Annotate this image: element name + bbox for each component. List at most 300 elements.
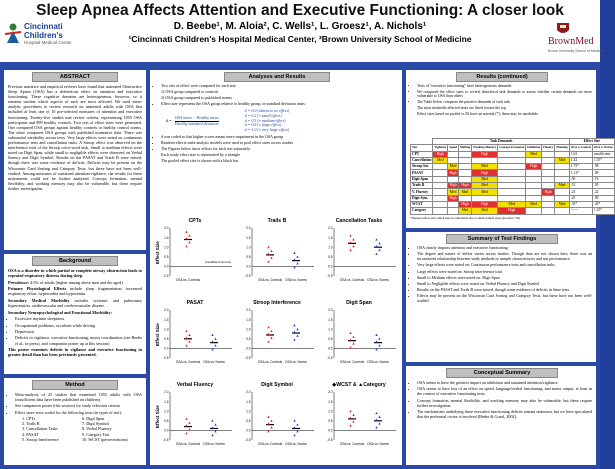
study-effect-marker [185, 432, 187, 434]
y-tick-label: 1.5 [328, 235, 333, 240]
table-effect-control: .35* [569, 201, 592, 207]
scale-item: d = 0.5 (≈ medium effect) [244, 117, 286, 123]
x-category-label: OSA vs. Norms [367, 442, 389, 446]
study-effect-marker [267, 260, 269, 262]
table-demand-cell: Med [555, 157, 570, 163]
table-effect-norms: .09 [592, 195, 614, 201]
y-tick-label: 2.0 [246, 226, 251, 231]
table-effect-control: 1.75* [569, 164, 592, 170]
table-col-header: Inhibition [527, 145, 541, 150]
table-demand-cell: Med [458, 189, 471, 195]
y-tick-label: 0.5 [164, 255, 169, 259]
table-effect-control: .50 [569, 176, 592, 182]
table-test-name: Cancellation [412, 158, 432, 163]
study-effect-marker [293, 252, 295, 254]
y-tick-label: 2.0 [164, 308, 169, 313]
table-effect-norms: .05 [592, 183, 614, 189]
table-col-header: Planning [556, 145, 568, 150]
study-effect-marker [185, 424, 187, 426]
results-bullet: • The Table below compares the putative demands of each task [417, 100, 592, 105]
study-effect-marker [267, 340, 269, 342]
prevalence-text: 4-5% of adults (higher among obese men and the aged) [29, 279, 123, 285]
effect-size-chart [318, 300, 400, 376]
table-footnote: *Denotes effect size which may be unreliable due to small sample sizes (pooled n<50) [410, 215, 521, 220]
summary-item: • Results on the PASAT and Trails B were mixed, though some evidence of deficits in these tests. [417, 288, 592, 293]
table-effect-control: ------ [569, 208, 592, 214]
formula-numerator: OSA mean − Healthy mean [174, 114, 219, 120]
x-category-label: OSA vs. Norms [285, 360, 307, 364]
table-demand-cell: High [472, 151, 498, 157]
y-tick-label: 1.5 [164, 235, 169, 240]
study-effect-marker [188, 234, 190, 236]
background-heading: Background [32, 256, 118, 266]
table-effect-control: .51 [569, 183, 592, 189]
study-effect-marker [267, 416, 269, 418]
chart-svg [318, 218, 400, 294]
chart-svg [318, 382, 400, 458]
x-category-label: OSA vs. Controls [339, 278, 365, 282]
y-tick-label: 1.5 [246, 235, 251, 240]
study-effect-marker [296, 423, 298, 425]
y-tick-label: 1.0 [164, 245, 169, 250]
x-category-label: OSA vs. Controls [339, 442, 365, 446]
study-effect-marker [349, 241, 351, 243]
y-tick-label: 1.0 [328, 327, 333, 332]
table-test-name: Trails B [411, 183, 433, 189]
table-demand-cell: High [472, 170, 498, 176]
x-category-label: OSA vs. Controls [175, 278, 201, 282]
table-demand-cell: Med [472, 183, 498, 189]
method-item: • See companion poster (this session) for study selection criteria [15, 403, 142, 408]
table-demand-cell [448, 208, 459, 214]
analyses-heading: Analyses and Results [224, 72, 330, 82]
chart-title: Trails B [267, 218, 287, 224]
brown-crest-icon [556, 22, 570, 36]
study-effect-marker [270, 426, 272, 428]
table-col-header: Concept Formation [499, 145, 525, 150]
y-tick-label: 2.0 [164, 226, 169, 231]
task-demands-table-wrap [410, 138, 615, 220]
table-demand-cell: Med [498, 201, 526, 207]
y-tick-label: 2.0 [328, 308, 333, 313]
y-tick-label: 0.0 [246, 264, 251, 269]
summary-item: • Very large effects were noted on: Continuous performance tests and cancellation tasks [417, 263, 592, 268]
table-effect-norms: 1.55* [592, 157, 614, 163]
study-effect-marker [293, 420, 295, 422]
table-demand-cell: High [449, 195, 457, 200]
table-effect-norms: .09 [592, 170, 614, 176]
study-effect-marker [214, 338, 216, 340]
test-item: 4. PASAT [22, 431, 39, 437]
analysis-note: • d was coded so that higher scores meant more impairment in the OSA group [161, 135, 398, 140]
y-tick-label: 2.0 [246, 308, 251, 313]
study-effect-marker [352, 342, 354, 344]
chart-title: Digit Span [346, 300, 372, 306]
table-demand-cell: Med [433, 157, 448, 163]
table-effect-control: .25 [569, 195, 592, 201]
study-effect-marker [296, 328, 298, 330]
study-effect-marker [352, 336, 354, 338]
chart-svg [154, 218, 236, 294]
y-tick-label: 0.5 [328, 255, 333, 259]
chart-svg [236, 300, 318, 376]
study-effect-marker [349, 410, 351, 412]
table-effect-norms: .43* [592, 201, 614, 207]
y-tick-label: 0.5 [328, 337, 333, 341]
table-demand-cell: Med [472, 164, 498, 170]
study-effect-marker [185, 245, 187, 247]
study-effect-marker [185, 418, 187, 420]
study-effect-marker [267, 246, 269, 248]
secondary-label: Secondary Medical Morbidity [8, 297, 70, 303]
study-effect-marker [296, 262, 298, 264]
x-category-label: OSA vs. Norms [367, 278, 389, 282]
study-effect-marker [352, 238, 354, 240]
study-effect-marker [188, 421, 190, 423]
table-col-header: Fluency [543, 145, 554, 150]
y-tick-label: 0.5 [328, 419, 333, 423]
chart-title: ◆WCST & ▲Category [332, 382, 386, 388]
chart-title: CPTs [188, 218, 202, 224]
summary-panel [406, 232, 596, 362]
neuro-label: Secondary Neuropsychological and Functional Morbidity: [8, 309, 112, 315]
y-axis-label: Effect Size [155, 241, 160, 264]
chart-note: (Insufficient Norms) [205, 260, 231, 264]
x-category-label: OSA vs. Norms [285, 442, 307, 446]
x-category-label: OSA vs. Controls [257, 442, 283, 446]
study-effect-marker [214, 344, 216, 346]
effect-size-chart [236, 300, 318, 376]
study-effect-marker [270, 337, 272, 339]
study-effect-marker [349, 234, 351, 236]
study-effect-marker [185, 330, 187, 332]
summary-item: • Small to Medium effects were noted on: Digit Span [417, 276, 592, 281]
formula-denominator: Healthy standard deviation [174, 120, 219, 126]
y-tick-label: 0.5 [246, 337, 251, 341]
study-effect-marker [378, 416, 380, 418]
primary-label: Primary Physiological Effects [8, 286, 67, 292]
study-effect-marker [293, 426, 295, 428]
table-col-header: Speed [449, 145, 457, 150]
table-col-header: Working Memory [473, 145, 497, 150]
table-effect-norms: insufficient [592, 151, 614, 157]
chart-svg [154, 382, 236, 458]
study-effect-marker [211, 334, 213, 336]
analysis-note: • Random-effects meta-analytic models were used to pool effect sizes across studies [161, 141, 398, 146]
brownmed-logo [548, 22, 605, 58]
y-tick-label: 0.0 [246, 346, 251, 351]
y-tick-label: 1.5 [164, 399, 169, 404]
summary-heading: Summary of Test Findings [446, 234, 558, 244]
effect-size-chart [236, 382, 318, 458]
table-demand-cell: High [526, 164, 542, 170]
study-effect-marker [296, 335, 298, 337]
background-lead: OSA is a disorder in which partial or complete airway obstruction leads to repeated respiratory distress during sleep. [8, 268, 142, 279]
background-panel [4, 254, 146, 374]
primary-text: include sleep fragmentation, increased respiratory effort, hypercarbia and hypoxemia. [8, 286, 143, 297]
table-row [411, 208, 615, 214]
analyses-panel [150, 70, 402, 465]
table-test-name: V. Fluency [411, 189, 433, 195]
study-effect-marker [375, 253, 377, 255]
conceptual-item: • OSA seems to have the greatest impact on inhibition and sustained attention/vigilance [417, 380, 592, 385]
table-head-effect: Effect Size [569, 139, 614, 145]
table-col-header: Vigilance [434, 145, 447, 150]
y-tick-label: 0.5 [164, 337, 169, 341]
logo-left-line1: Cincinnati [24, 22, 63, 31]
y-tick-label: 0.5 [164, 419, 169, 423]
table-effect-control: 1.13* [569, 170, 592, 176]
analysis-bullet: • Effect size represents the OSA group relative to healthy group, in standard deviation units: [161, 102, 398, 107]
study-effect-marker [378, 242, 380, 244]
logo-left-line2: Children's [24, 31, 63, 40]
table-demand-cell: Med [555, 183, 570, 189]
test-list [8, 416, 142, 441]
table-demand-cell: High [498, 208, 526, 214]
table-col-header: OSA vs Norms [593, 145, 613, 150]
test-item: 7. Digit Symbol [82, 421, 109, 427]
study-effect-marker [293, 338, 295, 340]
study-effect-marker [375, 238, 377, 240]
y-tick-label: -0.5 [327, 356, 333, 361]
table-effect-control: 1.63 [569, 151, 592, 157]
table-demand-cell [542, 208, 555, 214]
table-effect-norms: 1.25* [592, 208, 614, 214]
conceptual-item: • The mechanisms underlying these executive functioning deficits remain unknown, but we have speculated that the prefrontal cortex is involved (Beebe & Gozal, 2002). [417, 409, 592, 419]
x-category-label: OSA vs. Controls [175, 442, 201, 446]
neuro-item: • Excessive daytime sleepiness [15, 316, 142, 321]
effect-size-chart [236, 218, 318, 294]
y-tick-label: 0.0 [164, 346, 169, 351]
results-bullet: The most markedly affected tasks are listed toward the top [417, 105, 506, 110]
study-effect-marker [296, 256, 298, 258]
summary-item: • Effects may be present on the Wisconsin Card Sorting and Category Tests, but these have not been well-studied [417, 294, 592, 304]
table-demand-cell: High [458, 201, 471, 207]
conceptual-heading: Conceptual Summary [446, 368, 558, 378]
study-effect-marker [188, 428, 190, 430]
results-bullet: Effect sizes based on pooled vs 50 have an asterisk (*); these may be unreliable [417, 111, 538, 116]
y-axis-label: Effect Size [155, 405, 160, 428]
y-tick-label: -0.5 [245, 274, 251, 279]
chart-title: Digit Symbol [261, 382, 293, 388]
table-effect-norms: .22 [592, 189, 614, 195]
header [0, 0, 605, 62]
y-tick-label: 1.5 [246, 317, 251, 322]
table-demand-cell: Med [448, 164, 459, 170]
table-test-name: CPT [411, 151, 433, 157]
summary-item: • Small to Negligible effects were noted on: Verbal Fluency and Digit Symbol [417, 282, 592, 287]
table-demand-cell: Med [472, 176, 498, 182]
test-item: 1. CPTs [22, 416, 36, 422]
effect-size-chart [318, 382, 400, 458]
y-tick-label: 1.0 [328, 409, 333, 414]
chart-svg [236, 382, 318, 458]
y-tick-label: -0.5 [245, 356, 251, 361]
effect-size-chart [154, 300, 236, 376]
method-heading: Method [32, 380, 118, 390]
study-effect-marker [349, 346, 351, 348]
y-tick-label: 0.0 [164, 428, 169, 433]
analysis-note: • The Figures below show effects for each test separately: [161, 147, 398, 152]
table-demand-cell: High [458, 183, 471, 189]
cincinnati-childrens-logo [4, 22, 96, 58]
x-category-label: OSA vs. Controls [257, 360, 283, 364]
chart-svg [318, 300, 400, 376]
study-effect-marker [349, 417, 351, 419]
summary-item: • The degree and nature of deficit varies across studies. Though data are not shown here, there was an inconsistent relationship between study methods or sample characteristics and test performance. [417, 252, 592, 262]
method-panel [4, 378, 146, 465]
table-demand-cell: Med [526, 151, 542, 157]
y-tick-label: -0.5 [327, 274, 333, 279]
study-effect-marker [185, 237, 187, 239]
table-demand-cell: High [472, 201, 498, 207]
table-demand-cell [526, 208, 542, 214]
summary-item: • OSA clearly impacts attention and executive functioning. [417, 246, 592, 251]
poster-title: Sleep Apnea Affects Attention and Executive Functioning: A closer look [36, 2, 564, 19]
x-category-label: OSA vs. Controls [175, 360, 201, 364]
results-continued-heading: Results (continued) [456, 72, 548, 82]
study-effect-marker [375, 245, 377, 247]
study-effect-marker [349, 332, 351, 334]
table-effect-control: .25 [569, 189, 592, 195]
test-item: 10. WCST (perseverations) [82, 436, 128, 442]
y-tick-label: 0.0 [328, 264, 333, 269]
y-tick-label: 1.5 [328, 317, 333, 322]
study-effect-marker [211, 434, 213, 436]
logo-left-text [24, 22, 63, 40]
y-tick-label: 1.5 [246, 399, 251, 404]
table-demand-cell: Med [555, 201, 570, 207]
analysis-note: Each study effect size is represented by a triangle [161, 152, 241, 158]
y-tick-label: 0.0 [328, 346, 333, 351]
table-demand-cell [433, 208, 448, 214]
table-col-header: Test [411, 145, 433, 151]
table-effect-control: 1.42 [569, 157, 592, 163]
study-effect-marker [185, 231, 187, 233]
conceptual-item: • Concept formation, mental flexibility, and working memory may also be vulnerable, but these require further investigation. [417, 398, 592, 408]
y-tick-label: 0.0 [164, 264, 169, 269]
table-col-headers [411, 145, 615, 151]
effect-size-chart [154, 218, 236, 294]
y-tick-label: 1.0 [246, 327, 251, 332]
table-col-header: Shifting [459, 145, 471, 150]
summary-item: • Large effects were noted on: Stroop interference trial [417, 270, 592, 275]
study-effect-marker [378, 249, 380, 251]
abstract-body: Previous narrative and empirical reviews have found that untreated Obstructive Sleep Apnea (OSA) has a deleterious effect on attention and executive functioning. These cognitive domains are heterogeneous, however, so it remains unclear which aspects of each are most affected. We used meta-analytic procedures to review research on untreated adults with OSA that included at least one of 10 pre-selected measures of attention and executive functioning. Twenty-five studies met review criteria, representing 1055 OSA participants and 899 healthy controls. Two sets of effect sizes were generated. One compared OSA groups against healthy controls or healthy control norms. The other compared OSA groups with published normative data. There was substantial variability across tests. Very large effects were noted on continuous performance tests and cancellation tasks. A Stroop effect was observed on the interference trial of the Stroop color-word task. Small to medium effects were noted on Digit Span, while small to negligible effects were observed on Verbal fluency and Digit Symbol. Results on the PASAT and Trails B were mixed, though there was some evidence of deficits. Deficits may be present on the Wisconsin Card Sorting and Category Tests, but these have not been well-studied. Among measures of sustained attention/vigilance, the results for these instruments could not be further analyzed. Concept formation, mental flexibility, and working memory may also be vulnerable, but these require further investigation. [8, 84, 142, 191]
study-effect-marker [293, 331, 295, 333]
study-effect-marker [211, 426, 213, 428]
y-tick-label: 0.5 [246, 419, 251, 423]
results-bullet: • Tests of "executive functioning" have heterogeneous demands [417, 84, 592, 89]
table-col-header: OSA vs Control [570, 145, 591, 150]
study-effect-marker [211, 420, 213, 422]
authors: D. Beebe¹, M. Aloia², C. Wells¹, L. Groesz¹, A. Nichols¹ [173, 21, 427, 32]
table-demand-cell [555, 208, 570, 214]
test-item: 5. Stroop Interference [22, 436, 59, 442]
study-effect-marker [185, 337, 187, 339]
chart-title: Stroop Interference [253, 300, 301, 306]
table-demand-cell: High [542, 189, 555, 195]
study-effect-marker [293, 324, 295, 326]
x-category-label: OSA vs. Norms [203, 360, 225, 364]
abstract-heading: ABSTRACT [32, 72, 118, 82]
y-axis-label: Effect Size [155, 323, 160, 346]
test-item: 9. Category Test [82, 431, 110, 437]
study-effect-marker [375, 340, 377, 342]
brownmed-sub: Brown University School of Medicine [548, 49, 605, 53]
x-category-label: OSA vs. Controls [339, 360, 365, 364]
conceptual-item: • OSA seems to have less of an effect on speed, language/verbal functioning, and motor output, at least in the context of executive functioning tests. [417, 386, 592, 396]
child-figure-icon [4, 22, 22, 44]
chart-title: Verbal Fluency [176, 382, 214, 388]
analysis-bullet: 2) OSA group compared to published norms [161, 95, 232, 101]
y-tick-label: 2.0 [164, 390, 169, 395]
study-effect-marker [378, 422, 380, 424]
prevalence-label: Prevalence: [8, 279, 29, 285]
test-item: 6. Digit Span [82, 416, 105, 422]
effect-size-chart [154, 382, 236, 458]
study-effect-marker [378, 338, 380, 340]
y-tick-label: 0.0 [328, 428, 333, 433]
analysis-bullet: • Two sets of effect were computed for each test: [161, 84, 398, 89]
y-tick-label: 1.0 [328, 245, 333, 250]
y-tick-label: -0.5 [163, 438, 169, 443]
y-tick-label: -0.5 [163, 356, 169, 361]
task-demands-table [410, 138, 615, 215]
table-effect-norms: .98 [592, 164, 614, 170]
effect-size-chart [318, 218, 400, 294]
y-tick-label: 1.0 [164, 327, 169, 332]
study-effect-marker [267, 333, 269, 335]
effect-formula: d = OSA mean − Healthy mean Healthy standard deviation d = 0.0 (absent to no effect) d = 0.2 (≈ small effect) d = 0.5 (≈ medium effect) d = 0.8 (≈ large effect) d = 1.0 (≈ very large effect) [166, 108, 290, 133]
study-effect-marker [270, 420, 272, 422]
secondary-text: includes systemic and pulmonary hypertension, cardiovascular and cerebrovascular disease. [8, 297, 143, 309]
x-category-label: OSA vs. Norms [367, 360, 389, 364]
chart-svg [236, 218, 318, 294]
study-effect-marker [352, 245, 354, 247]
x-category-label: OSA vs. Norms [203, 442, 225, 446]
study-effect-marker [375, 426, 377, 428]
results-bullet: • We compared the effect sizes to several theoretical task demands to assess whether certain demands are more vulnerable to OSA than others [417, 90, 592, 99]
logo-left-sub: Hospital Medical Center [24, 40, 72, 45]
table-demand-cell: High [449, 183, 457, 188]
y-tick-label: 0.5 [246, 255, 251, 259]
y-tick-label: -0.5 [245, 438, 251, 443]
y-tick-label: 1.5 [328, 399, 333, 404]
study-effect-marker [214, 423, 216, 425]
test-item: 3. Cancellation Tasks [22, 426, 58, 432]
method-item: • Meta-analysis of 25 studies that examined 1055 adults with OSA (insufficient data have been published on children) [15, 392, 142, 402]
study-effect-marker [267, 253, 269, 255]
method-item: • Effect sizes were coded for the following tests (in types of test): [15, 410, 142, 415]
neuro-item: • Deficits in vigilance, executive functioning, motor coordination (see Beebe et al., in press), and companion poster up at this session) [15, 335, 142, 345]
study-effect-marker [188, 241, 190, 243]
study-effect-marker [349, 338, 351, 340]
table-demand-cell: Med [472, 208, 498, 214]
study-effect-marker [188, 334, 190, 336]
table-demand-cell: Med [472, 189, 498, 195]
study-effect-marker [378, 344, 380, 346]
table-demand-cell: Med [458, 208, 471, 214]
background-conclusion: This poster examines deficits in vigilance and executive functioning in greater detail than has been previously presented. [8, 346, 142, 357]
study-effect-marker [375, 412, 377, 414]
table-test-name: Category [411, 208, 433, 214]
study-effect-marker [349, 249, 351, 251]
y-tick-label: 2.0 [246, 390, 251, 395]
y-tick-label: -0.5 [327, 438, 333, 443]
chart-title: PASAT [186, 300, 204, 306]
scale-item: d = 0.2 (≈ small effect) [244, 112, 282, 118]
